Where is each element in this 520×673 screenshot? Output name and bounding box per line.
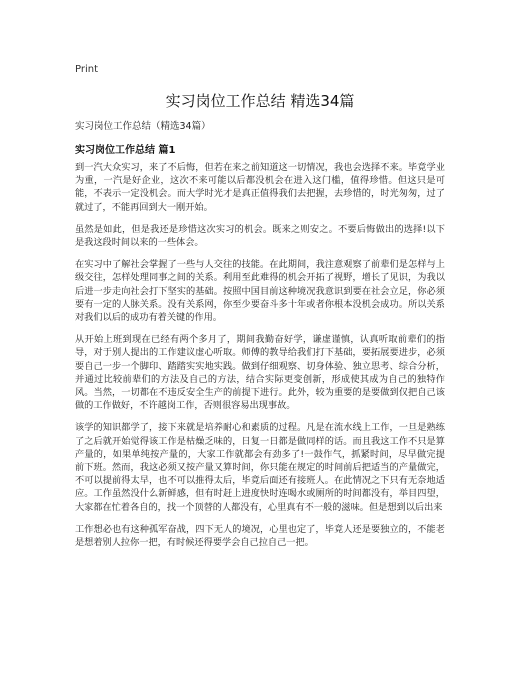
document-title: 实习岗位工作总结 精选34篇	[165, 92, 355, 110]
paragraph: 虽然是如此，但是我还是珍惜这次实习的机会。既来之则安之。不要后悔做出的选择!以下是我这段时间以来的一些体会。	[75, 223, 445, 249]
paragraph: 工作想必也有这种孤军奋战，四下无人的境况，心里也定了，毕竟人还是要独立的，不能老是想着别人拉你一把，有时候还得要学会自己拉自己一把。	[75, 523, 445, 549]
document-subtitle: 实习岗位工作总结（精选34篇）	[75, 121, 211, 132]
paragraph: 在实习中了解社会掌握了一些与人交往的技能。在此期间，我注意观察了前辈们是怎样与上级交往，怎样处理同事之间的关系。利用至此难得的机会开拓了视野，增长了见识，为我以后进一步走向社会打下坚实的基础。按照中国目前这种境况我意识到要在社会立足，你必须要有一定的人脉关系。没有关系网，你至少要奋斗多十年或者你根本没机会成功。所以关系对我们以后的成功有着关键的作用。	[75, 259, 445, 324]
section-heading: 实习岗位工作总结 篇1	[75, 145, 176, 156]
paragraph: 到一汽大众实习，来了不后悔，但若在来之前知道这一切情况，我也会选择不来。毕竟学业为重，一汽是好企业，这次不来可能以后都没机会在进入这门槛，值得珍惜。但这只是可能，不表示一定没机会。而大学时光才是真正值得我们去把握，去珍惜的，时光匆匆，过了就过了，不能再回到大一刚开始。	[75, 162, 445, 213]
paragraph: 从开始上班到现在已经有两个多月了，期间我勤奋好学，谦虚谨慎，认真听取前辈们的指导，对于别人提出的工作建议虚心听取。师傅的教导给我们打下基础，要拓展要进步，必须要自己一步一个脚印、踏踏实实地实践。做到仔细观察、切身体验、独立思考、综合分析，并通过比较前辈们的方法及自己的方法，结合实际更变创新，形成使其成为自己的独特作风。当然，一切都在不违反安全生产的前提下进行。此外，较为重要的是要做到仅把自己该做的工作做好，不许越岗工作，否则很容易出现事故。	[75, 334, 445, 412]
paragraph: 该学的知识都学了，接下来就是培养耐心和素质的过程。凡是在流水线上工作，一旦是熟练了之后就开始觉得该工作是枯燥乏味的，日复一日都是做同样的话。而且我这工作不只是算产量的，如果单纯按产量的，大家工作就都会有劲多了!一鼓作气，抓紧时间，尽早做完提前下班。然而，我这必须又按产量又算时间，你只能在规定的时间前后把适当的产量做完，不可以提前得太早，也不可以推得太后，毕竟后面还有接班人。在此情况之下只有无奈地适应。工作虽然没什么新鲜感，但有时赶上进度快时连喝水或厕所的时间都没有，举目四望，大家都在忙着各自的，找一个顶替的人都没有，心里真有不一般的滋味。但是想到以后出来	[75, 422, 445, 513]
document-body	[75, 161, 445, 558]
print-label[interactable]: Print	[75, 64, 99, 75]
